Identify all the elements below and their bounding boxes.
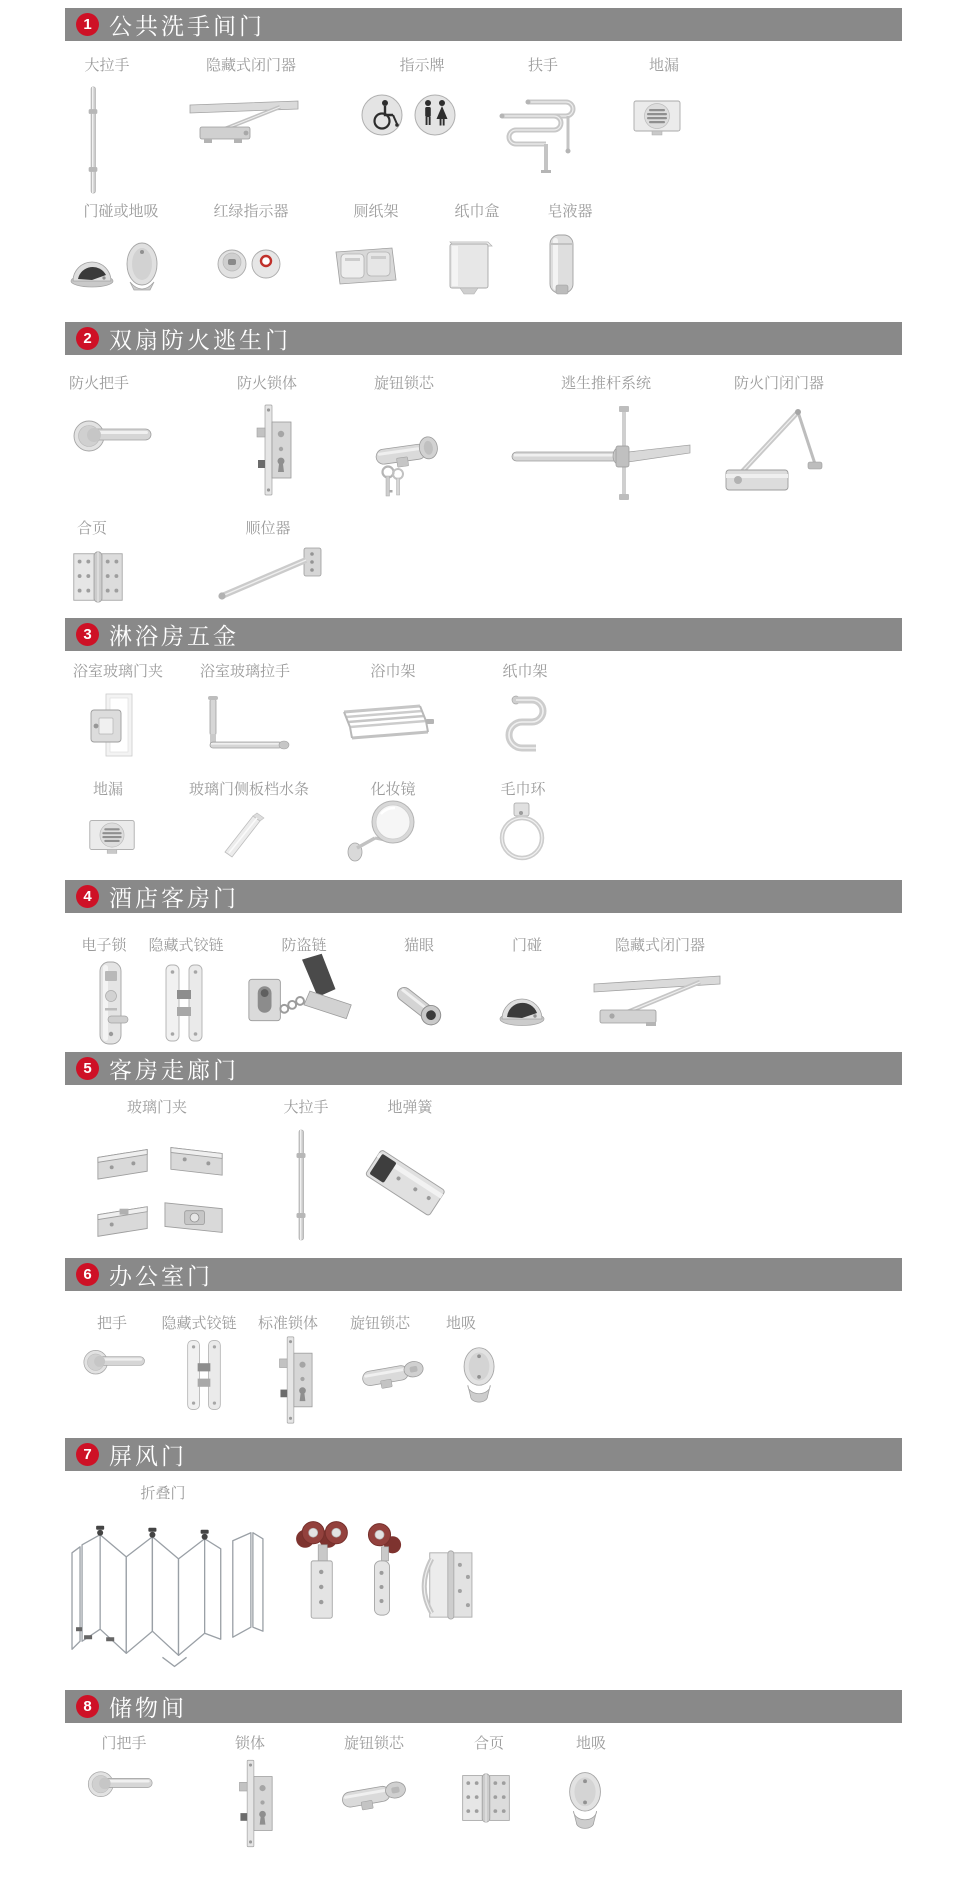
door-stop-pair-icon: [66, 236, 170, 296]
glass-clamp-icon: [86, 688, 138, 762]
mortise-lock-icon: [226, 1755, 276, 1852]
mortise-lock-icon: [266, 1334, 316, 1426]
lever-handle-icon: [80, 1764, 158, 1806]
section-header-1: [65, 8, 902, 41]
section-title: 客房走廊门: [109, 1057, 239, 1083]
item-label: 锁体: [234, 1735, 266, 1752]
section-title: 屏风门: [109, 1443, 187, 1469]
item-label: 猫眼: [403, 937, 435, 954]
panic-bar-icon: [506, 402, 696, 504]
item-label: 地弹簧: [387, 1099, 433, 1116]
hinge-icon: [68, 546, 128, 608]
floor-suction-icon: [453, 1344, 507, 1404]
coordinator-icon: [208, 542, 332, 606]
item-label: 折叠门: [140, 1485, 186, 1502]
item-label: 厕纸架: [353, 203, 399, 220]
section-header-2: [65, 322, 902, 355]
item-label: 隐藏式铰链: [161, 1315, 237, 1332]
item-label: 浴室玻璃拉手: [199, 663, 291, 680]
item-label: 合页: [76, 520, 108, 537]
water-strip-icon: [213, 804, 271, 864]
item-label: 地吸: [575, 1735, 607, 1752]
item-label: 浴室玻璃门夹: [72, 663, 164, 680]
glass-pull-icon: [196, 690, 296, 764]
item-label: 红绿指示器: [213, 203, 289, 220]
section-title: 酒店客房门: [109, 885, 239, 911]
section-number-badge: 1: [76, 13, 99, 36]
soap-dispenser-icon: [541, 229, 583, 301]
tissue-box-icon: [442, 236, 496, 296]
item-label: 防盗链: [281, 937, 327, 954]
toilet-paper-holder-icon: [332, 240, 400, 290]
security-chain-icon: [241, 951, 365, 1045]
section-number-badge: 2: [76, 327, 99, 350]
item-label: 旋钮锁芯: [373, 375, 435, 392]
section-header-4: [65, 880, 902, 913]
lever-handle-icon: [76, 1341, 150, 1385]
floor-suction-icon: [560, 1761, 612, 1838]
item-label: 地漏: [648, 57, 680, 74]
floor-spring-icon: [356, 1136, 454, 1234]
item-label: 扶手: [527, 57, 559, 74]
makeup-mirror-icon: [343, 796, 421, 868]
pull-handle-icon: [78, 84, 108, 196]
door-stop-icon: [495, 971, 549, 1033]
section-header-7: [65, 1438, 902, 1471]
section-title: 双扇防火逃生门: [109, 327, 291, 353]
hinge-icon: [458, 1764, 514, 1832]
item-label: 浴巾架: [370, 663, 416, 680]
cylinder-thumbturn-icon: [354, 1350, 430, 1398]
item-label: 旋钮锁芯: [343, 1735, 405, 1752]
patch-fittings-icon: [90, 1131, 234, 1245]
item-label: 防火门闭门器: [733, 375, 825, 392]
grab-rail-icon: [494, 94, 586, 176]
section-number-badge: 3: [76, 623, 99, 646]
section-number-badge: 7: [76, 1443, 99, 1466]
item-label: 把手: [96, 1315, 128, 1332]
section-number-badge: 8: [76, 1695, 99, 1718]
item-label: 合页: [473, 1735, 505, 1752]
item-label: 大拉手: [84, 57, 130, 74]
floor-drain-icon: [84, 810, 140, 862]
item-label: 门碰或地吸: [83, 203, 159, 220]
towel-rack-icon: [336, 696, 440, 750]
concealed-closer-icon: [588, 970, 726, 1040]
section-title: 公共洗手间门: [109, 13, 265, 39]
section-number-badge: 5: [76, 1057, 99, 1080]
item-label: 玻璃门侧板档水条: [188, 781, 310, 798]
pull-handle-icon: [286, 1120, 316, 1250]
section-number-badge: 4: [76, 885, 99, 908]
item-label: 逃生推杆系统: [560, 375, 652, 392]
item-label: 电子锁: [81, 937, 127, 954]
item-label: 毛巾环: [500, 781, 546, 798]
item-label: 纸巾盒: [454, 203, 500, 220]
cylinder-thumbturn-icon: [334, 1770, 412, 1820]
folding-door-set-icon: [70, 1508, 482, 1670]
item-label: 地吸: [445, 1315, 477, 1332]
section-header-5: [65, 1052, 902, 1085]
section-number-badge: 6: [76, 1263, 99, 1286]
overhead-closer-icon: [718, 402, 828, 498]
item-label: 隐藏式闭门器: [205, 57, 297, 74]
item-label: 防火把手: [68, 375, 130, 392]
concealed-hinge-icon: [181, 1336, 227, 1414]
section-title: 淋浴房五金: [109, 623, 239, 649]
item-label: 隐藏式铰链: [148, 937, 224, 954]
item-label: 玻璃门夹: [126, 1099, 188, 1116]
electronic-lock-icon: [86, 958, 136, 1048]
section-header-3: [65, 618, 902, 651]
floor-drain-icon: [628, 97, 686, 137]
item-label: 大拉手: [283, 1099, 329, 1116]
item-label: 皂液器: [547, 203, 593, 220]
peephole-icon: [386, 970, 450, 1040]
item-label: 门碰: [511, 937, 543, 954]
mortise-lock-icon: [242, 402, 296, 498]
sign-discs-icon: [358, 92, 460, 138]
item-label: 纸巾架: [502, 663, 548, 680]
section-title: 储物间: [109, 1695, 187, 1721]
item-label: 旋钮锁芯: [349, 1315, 411, 1332]
item-label: 隐藏式闭门器: [614, 937, 706, 954]
door-closer-icon: [184, 96, 304, 148]
towel-ring-icon: [494, 798, 550, 864]
concealed-hinge-icon: [160, 960, 208, 1046]
item-label: 指示牌: [399, 57, 445, 74]
item-label: 门把手: [101, 1735, 147, 1752]
item-label: 防火锁体: [236, 375, 298, 392]
item-label: 化妆镜: [370, 781, 416, 798]
item-label: 顺位器: [245, 520, 291, 537]
lever-handle-icon: [64, 412, 158, 462]
item-label: 地漏: [92, 781, 124, 798]
cylinder-knob-icon: [366, 424, 446, 504]
section-header-8: [65, 1690, 902, 1723]
section-title: 办公室门: [109, 1263, 213, 1289]
paper-roll-holder-icon: [496, 690, 550, 760]
item-label: 标准锁体: [257, 1315, 319, 1332]
indicator-discs-icon: [214, 245, 284, 283]
section-header-6: [65, 1258, 902, 1291]
